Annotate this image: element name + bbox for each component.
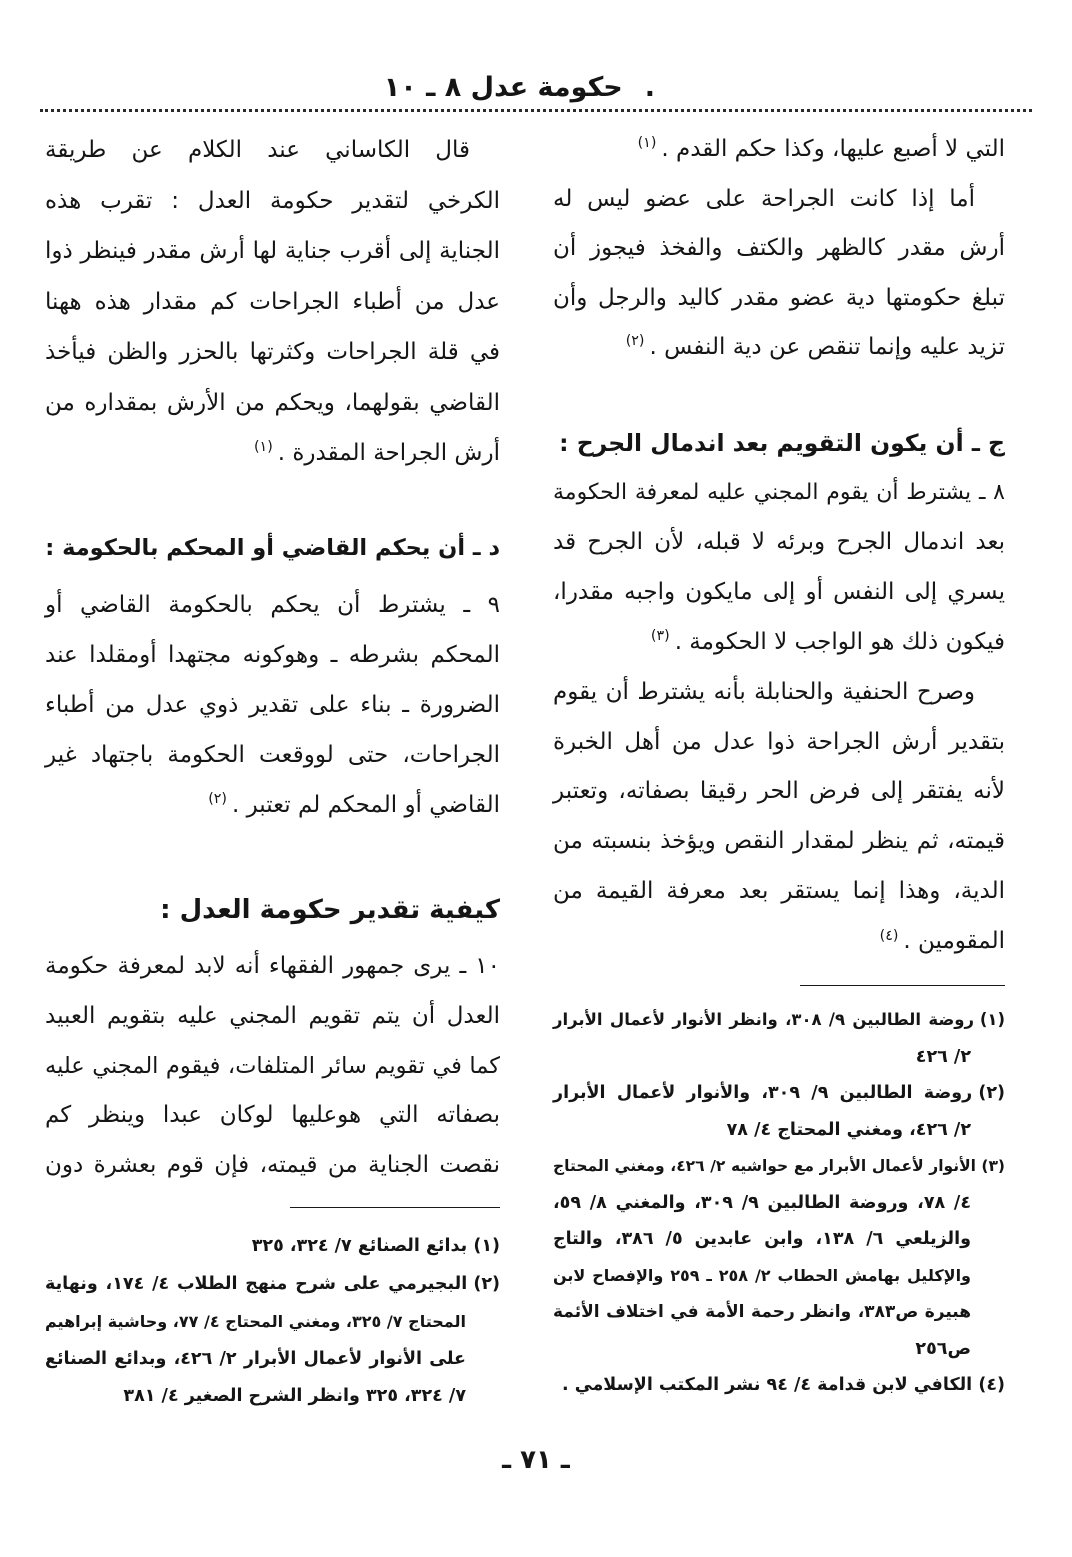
page-number: ـ ٧١ ـ [502, 1445, 570, 1475]
footnote-number: (٢) [978, 1083, 1005, 1103]
line-text: الجراحات، حتى لووقعت الحكومة باجتهاد غير [45, 742, 500, 768]
text-line [45, 730, 500, 780]
footnote-line [553, 1367, 1005, 1404]
text-line [553, 668, 1005, 718]
line-text: تزيد عليه وإنما تنقص عن دية النفس . [649, 334, 1005, 360]
text-line [45, 176, 500, 227]
footnote-line [553, 1294, 1005, 1331]
text-line [553, 274, 1005, 324]
text-block [553, 125, 1005, 373]
text-line [45, 580, 500, 630]
text-line [553, 518, 1005, 568]
footnote-line [45, 1378, 500, 1416]
footnote-reference: (١) [637, 135, 657, 152]
footnote-text: ٤/ ٧٨، وروضة الطالبين ٩/ ٣٠٩، والمغني ٨/ ٥٩، [553, 1192, 972, 1213]
text-block [45, 942, 500, 1191]
text-line [45, 327, 500, 378]
line-text: المقومين . [903, 928, 1005, 955]
text-line [45, 1042, 500, 1092]
footnote-text: ص٢٥٦ [915, 1338, 971, 1359]
line-text: نقصت الجناية من قيمته، فإن قوم بعشرة دون [45, 1152, 500, 1178]
line-text: في قلة الجراحات وكثرتها بالحزر والظن فيأخذ [45, 339, 500, 365]
paragraph [553, 668, 1005, 967]
text-block [553, 468, 1005, 967]
footnote-text: الكافي لابن قدامة ٤/ ٩٤ نشر المكتب الإسلامي . [562, 1375, 973, 1395]
footnote-line [553, 1075, 1005, 1112]
section-heading: د ـ أن يحكم القاضي أو المحكم بالحكومة : [45, 535, 500, 561]
line-text: الجناية إلى أقرب جناية لها أرش مقدر فينظر ذوا [45, 238, 500, 264]
text-line [553, 568, 1005, 618]
line-text: أرش مقدر كالظهر والكتف والفخذ فيجوز أن [553, 235, 1005, 261]
text-line [45, 378, 500, 429]
footnote-reference: (٣) [650, 628, 670, 645]
footnote [45, 1228, 500, 1266]
text-line [45, 630, 500, 680]
footnote-text: الأنوار لأعمال الأبرار مع حواشيه ٢/ ٤٢٦، ومغني المحتاج [553, 1157, 976, 1175]
text-line [553, 125, 1005, 175]
text-line [553, 468, 1005, 518]
footnote-separator [800, 985, 1005, 986]
text-line [553, 718, 1005, 768]
text-line [45, 1091, 500, 1141]
text-line [45, 1141, 500, 1191]
footnote-text: والإكليل بهامش الحطاب ٢/ ٢٥٨ ـ ٢٥٩ والإفصاح لابن [553, 1265, 972, 1285]
line-text: عدل من أطباء الجراحات كم مقدار هذه ههنا [45, 288, 500, 315]
paragraph [45, 125, 500, 479]
text-line [553, 175, 1005, 225]
footnote-text: البجيرمي على شرح منهج الطلاب ٤/ ١٧٤، ونهاية [45, 1273, 468, 1294]
line-text: أما إذا كانت الجراحة على عضو ليس له [553, 185, 975, 212]
footnote-text: ٧/ ٣٢٤، ٣٢٥ وانظر الشرح الصغير ٤/ ٣٨١ [123, 1386, 466, 1406]
footnote [553, 1367, 1005, 1404]
footnote-number: (٤) [978, 1375, 1005, 1395]
text-line [45, 992, 500, 1042]
text-line [553, 917, 1005, 967]
footnote-line [553, 1148, 1005, 1185]
footnote-text: هبيرة ص٣٨٣، وانظر رحمة الأمة في اختلاف الأئمة [553, 1302, 971, 1322]
footnote-line [553, 1221, 1005, 1258]
line-text: وصرح الحنفية والحنابلة بأنه يشترط أن يقوم [553, 678, 975, 705]
footnote-text: روضة الطالبين ٩/ ٣٠٨، وانظر الأنوار لأعمال الأبرار [553, 1010, 975, 1029]
footnote-line [45, 1303, 500, 1341]
paragraph [553, 468, 1005, 668]
footnote-separator [290, 1207, 500, 1208]
footnote [45, 1266, 500, 1416]
text-line [45, 277, 500, 328]
text-line [553, 323, 1005, 373]
footnote-reference: (١) [253, 439, 273, 456]
line-text: بتقدير أرش الجراحة ذوا عدل من أهل الخبرة [553, 728, 1005, 755]
running-title: حكومة عدل ٨ ـ ١٠ [383, 72, 623, 103]
text-block [45, 580, 500, 830]
line-text: بصفاته التي هوعليها لوكان عبدا وينظر كم [45, 1102, 500, 1129]
text-line [45, 680, 500, 730]
footnote-reference: (٢) [625, 333, 645, 350]
paragraph [553, 125, 1005, 175]
text-line [45, 226, 500, 277]
line-text: بعد اندمال الجرح وبرئه لا قبله، لأن الجرح قد [553, 528, 1005, 555]
right-column [553, 0, 1005, 1557]
left-column [45, 0, 500, 1557]
header-mark: . [644, 72, 655, 103]
line-text: لأنه يفتقر إلى فرض الحر رقيقا بصفاته، وتعتبر [553, 778, 1005, 805]
footnote-line [553, 1185, 1005, 1222]
footnote-line [553, 1039, 1005, 1076]
line-text: ٩ ـ يشترط أن يحكم بالحكومة القاضي أو [45, 592, 500, 618]
footnotes [45, 1228, 500, 1416]
section-heading: ج ـ أن يكون التقويم بعد اندمال الجرح : [559, 429, 1005, 457]
line-text: فيكون ذلك هو الواجب لا الحكومة . [674, 628, 1005, 655]
footnote-number: (١) [473, 1236, 500, 1256]
paragraph [553, 175, 1005, 373]
footnote-number: (٣) [981, 1157, 1005, 1175]
paragraph [45, 942, 500, 1191]
footnotes [553, 1002, 1005, 1404]
footnote-line [553, 1002, 1005, 1039]
line-text: أرش الجراحة المقدرة . [277, 440, 500, 466]
footnote-text: المحتاج ٧/ ٣٢٥، ومغني المحتاج ٤/ ٧٧، وحاشية إبراهيم [45, 1312, 466, 1331]
line-text: ٨ ـ يشترط أن يقوم المجني عليه لمعرفة الحكومة [553, 480, 1005, 505]
line-text: التي لا أصبع عليها، وكذا حكم القدم . [661, 136, 1005, 162]
footnote-line [45, 1266, 500, 1304]
line-text: كما في تقويم سائر المتلفات، فيقوم المجني عليه [45, 1052, 500, 1079]
text-line [553, 767, 1005, 817]
footnote-text: بدائع الصنائع ٧/ ٣٢٤، ٣٢٥ [251, 1236, 468, 1256]
footnote-reference: (٤) [879, 927, 899, 944]
text-line [45, 125, 500, 176]
text-line [45, 428, 500, 479]
line-text: الكرخي لتقدير حكومة العدل : تقرب هذه [45, 187, 500, 214]
footnote-text: روضة الطالبين ٩/ ٣٠٩، والأنوار لأعمال الأبرار [553, 1083, 973, 1103]
footnote [553, 1148, 1005, 1367]
text-line [553, 618, 1005, 668]
paragraph [45, 580, 500, 830]
text-line [45, 942, 500, 992]
footnote-line [553, 1112, 1005, 1149]
line-text: العدل أن يتم تقويم المجني عليه بتقويم العبيد [45, 1002, 500, 1029]
line-text: تبلغ حكومتها دية عضو مقدر كاليد والرجل وأن [553, 284, 1005, 311]
footnote-reference: (٢) [208, 791, 227, 808]
text-line [553, 867, 1005, 917]
line-text: الضرورة ـ بناء على تقدير ذوي عدل من أطباء [45, 692, 500, 718]
footnote [553, 1002, 1005, 1075]
footnote-number: (٢) [473, 1273, 501, 1294]
line-text: قيمته، ثم ينظر لمقدار النقص ويؤخذ بنسبته من [553, 828, 1005, 855]
footnote-text: ٢/ ٤٢٦ [915, 1046, 971, 1067]
line-text: قال الكاساني عند الكلام عن طريقة [45, 137, 470, 163]
line-text: المحكم بشرطه ـ وهوكونه مجتهدا أومقلدا عند [45, 642, 500, 668]
line-text: القاضي أو المحكم لم تعتبر . [231, 792, 500, 818]
text-line [553, 817, 1005, 867]
text-line [45, 780, 500, 830]
text-block [45, 125, 500, 479]
line-text: ١٠ ـ يرى جمهور الفقهاء أنه لابد لمعرفة حكومة [45, 953, 500, 979]
footnote-text: ٢/ ٤٢٦، ومغني المحتاج ٤/ ٧٨ [726, 1119, 971, 1140]
footnote-line [553, 1258, 1005, 1295]
line-text: القاضي بقولهما، ويحكم من الأرش بمقداره من [45, 389, 500, 416]
footnote-line [45, 1228, 500, 1266]
footnote [553, 1075, 1005, 1148]
line-text: يسري إلى النفس أو إلى مايكون واجبه مقدرا، [553, 578, 1005, 605]
footnote-text: والزيلعي ٦/ ١٣٨، وابن عابدين ٥/ ٣٨٦، والتاج [553, 1229, 971, 1249]
footnote-text: على الأنوار لأعمال الأبرار ٢/ ٤٢٦، وبدائع الصنائع [45, 1348, 467, 1369]
section-heading: كيفية تقدير حكومة العدل : [160, 895, 500, 925]
text-line [553, 224, 1005, 274]
line-text: الدية، وهذا إنما يستقر بعد معرفة القيمة من [553, 878, 1005, 905]
footnote-line [45, 1341, 500, 1379]
footnote-line [553, 1331, 1005, 1368]
footnote-number: (١) [979, 1010, 1005, 1029]
